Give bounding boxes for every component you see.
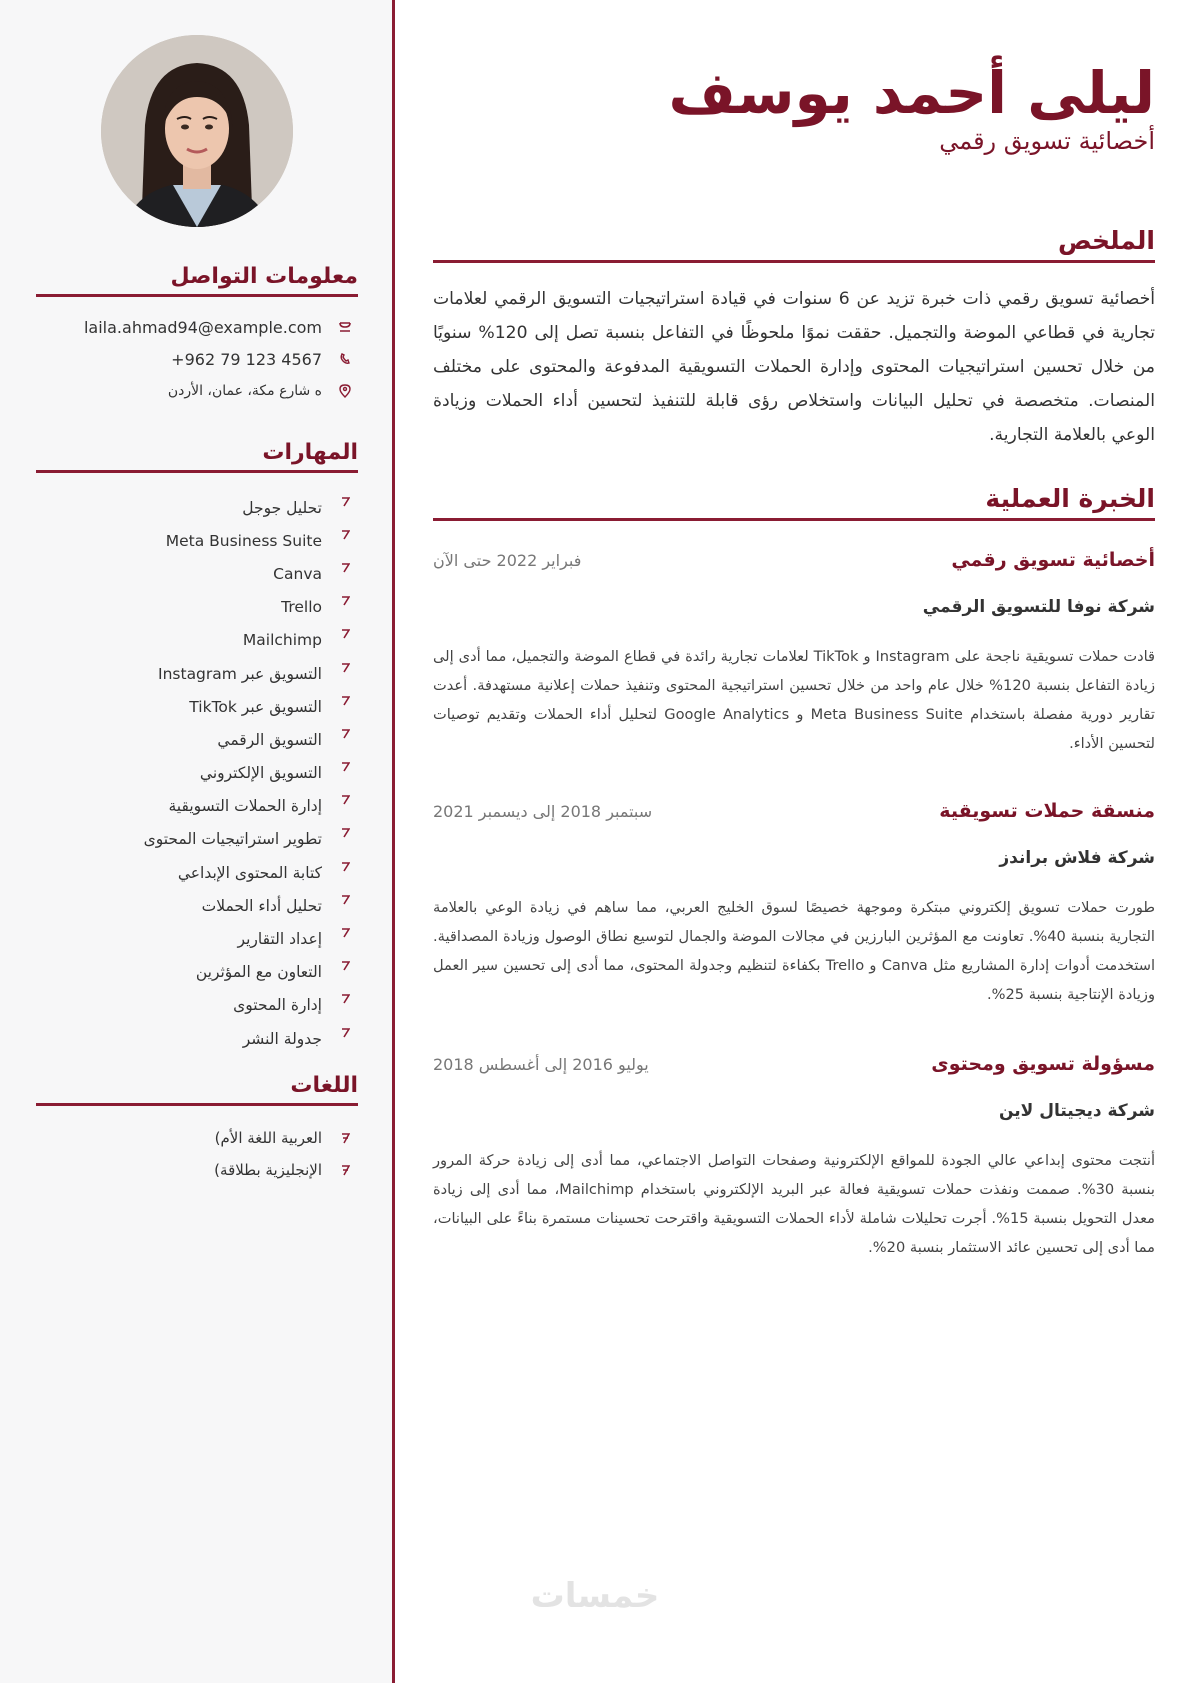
skill-item: [36, 524, 358, 557]
profile-photo-illustration: [101, 35, 293, 227]
skill-label: جدولة النشر: [242, 1029, 322, 1048]
email-icon: [332, 320, 358, 334]
job-description: أنتجت محتوى إبداعي عالي الجودة للمواقع الإلكترونية وصفحات التواصل الاجتماعي، مما أدى إلى زيادة حركة المرور بنسبة 30%. صممت ونفذت حملات تسويقية فعالة عبر البريد الإلكتروني باستخدام Mailchimp، مما أدى إلى زيادة معدل التحويل بنسبة 15%. أجرت تحليلات شاملة لأداء الحملات التسويقية واقترحت تحسينات مستمرة بناءً على البيانات، مما أدى إلى تحسين عائد الاستثمار بنسبة 20%.: [433, 1152, 1155, 1256]
language-item: [36, 1122, 358, 1154]
bullet-icon: [332, 530, 358, 552]
skill-item: [36, 856, 358, 889]
skill-item: [36, 657, 358, 690]
skill-label: Trello: [281, 598, 322, 617]
bullet-icon: [332, 729, 358, 751]
skill-label: التعاون مع المؤثرين: [195, 963, 322, 982]
skill-item: [36, 690, 358, 723]
summary-text: أخصائية تسويق رقمي ذات خبرة تزيد عن 6 سنوات في قيادة استراتيجيات التسويق الرقمي لعلامات تجارية في قطاعي الموضة والتجميل. حققت نموًا ملحوظًا في التفاعل بنسبة تصل إلى 120% سنويًا من خلال تحسين استراتيجيات المحتوى وإدارة الحملات التسويقية المدفوعة والمحتوى على مختلف المنصات. متخصصة في تحليل البيانات واستخلاص رؤى قابلة للتنفيذ لتحسين أداء الحملات وزيادة الوعي بالعلامة التجارية.: [433, 289, 1155, 445]
skill-label: Canva: [273, 564, 322, 583]
language-label: العربية اللغة الأم): [214, 1129, 322, 1147]
main-content: [433, 0, 1155, 1683]
skill-label: Meta Business Suite: [165, 531, 322, 550]
job-date: فبراير 2022 حتى الآن: [433, 551, 582, 570]
bullet-icon: [332, 961, 358, 983]
profile-photo: [101, 35, 293, 227]
contact-address: [36, 375, 358, 407]
job-description: قادت حملات تسويقية ناجحة على Instagram و TikTok لعلامات تجارية رائدة في قطاع الموضة والتجميل، مما أدى إلى زيادة التفاعل بنسبة 120% خلال عام واحد من خلال تحسين استراتيجية المحتوى وتنفيذ حملات إعلانية مستهدفة. أعدت تقارير دورية مفصلة باستخدام Meta Business Suite و Google Analytics لتحليل أداء الحملات وتقديم توصيات لتحسين الأداء.: [433, 648, 1156, 752]
skill-item: [36, 624, 358, 657]
skill-item: [36, 922, 358, 955]
bullet-icon: [332, 762, 358, 784]
bullet-icon: [332, 1133, 358, 1144]
job-description: طورت حملات تسويق إلكتروني مبتكرة وموجهة خصيصًا لسوق الخليج العربي، مما ساهم في زيادة الوعي بالعلامة التجارية بنسبة 40%. تعاونت مع المؤثرين البارزين في مجالات الموضة والجمال لتوسيع نطاق الوصول وزيادة المصداقية. استخدمت أدوات إدارة المشاريع مثل Canva و Trello بكفاءة لتنظيم وجدولة المحتوى، مما أدى إلى تحسين سير العمل وزيادة الإنتاجية بنسبة 25%.: [433, 899, 1156, 1003]
bullet-icon: [332, 828, 358, 850]
skill-item: [36, 1022, 358, 1055]
bullet-icon: [332, 1028, 358, 1050]
summary-heading: الملخص: [433, 224, 1155, 263]
bullet-icon: [332, 795, 358, 817]
contact-email: [36, 311, 358, 343]
candidate-name: ليلى أحمد يوسف: [668, 59, 1155, 127]
languages-list: [36, 1122, 358, 1186]
skill-item: [36, 591, 358, 624]
skill-item: [36, 557, 358, 590]
languages-heading: اللغات: [36, 1071, 358, 1106]
skills-list: [36, 491, 358, 1055]
bullet-icon: [332, 1165, 358, 1176]
job-company: شركة فلاش براندز: [999, 848, 1155, 868]
contact-phone-text[interactable]: +962 79 123 4567: [171, 349, 322, 369]
language-label: الإنجليزية بطلاقة): [214, 1161, 322, 1179]
bullet-icon: [332, 629, 358, 651]
skill-item: [36, 989, 358, 1022]
languages-section: [36, 1071, 358, 1186]
candidate-title: أخصائية تسويق رقمي: [939, 127, 1155, 155]
bullet-icon: [332, 862, 358, 884]
contact-list: [36, 311, 358, 407]
skill-item: [36, 956, 358, 989]
bullet-icon: [332, 928, 358, 950]
skill-label: التسويق عبر TikTok: [189, 697, 322, 716]
job-company: شركة ديجيتال لاين: [998, 1101, 1155, 1121]
phone-icon: [332, 352, 358, 366]
skill-label: تحليل أداء الحملات: [201, 896, 322, 915]
contact-address-text: ه شارع مكة، عمان، الأردن: [167, 383, 322, 399]
bullet-icon: [332, 663, 358, 685]
location-icon: [332, 384, 358, 398]
skill-label: تحليل جوجل: [242, 498, 322, 517]
skill-label: التسويق الإلكتروني: [199, 764, 322, 783]
skill-label: التسويق عبر Instagram: [158, 664, 322, 683]
skill-item: [36, 823, 358, 856]
contact-email-text[interactable]: laila.ahmad94@example.com: [83, 317, 322, 337]
experience-heading: الخبرة العملية: [433, 482, 1155, 521]
job-date: يوليو 2016 إلى أغسطس 2018: [433, 1055, 649, 1074]
bullet-icon: [332, 994, 358, 1016]
bullet-icon: [332, 563, 358, 585]
skill-label: إدارة الحملات التسويقية: [168, 797, 322, 816]
skill-label: Mailchimp: [242, 631, 322, 650]
skill-item: [36, 790, 358, 823]
bullet-icon: [332, 596, 358, 618]
skill-item: [36, 723, 358, 756]
skill-item: [36, 889, 358, 922]
language-item: [36, 1154, 358, 1186]
contact-section: [36, 262, 358, 407]
job-header: [433, 545, 1155, 576]
skills-heading: المهارات: [36, 438, 358, 473]
job-company: شركة نوفا للتسويق الرقمي: [922, 597, 1155, 617]
bullet-icon: [332, 497, 358, 519]
skill-label: إدارة المحتوى: [233, 996, 322, 1015]
skill-item: [36, 491, 358, 524]
job-entry: [433, 796, 1155, 1009]
bullet-icon: [332, 696, 358, 718]
skill-label: التسويق الرقمي: [217, 730, 322, 749]
contact-phone: [36, 343, 358, 375]
job-header: [433, 1049, 1155, 1080]
job-title: مسؤولة تسويق ومحتوى: [931, 1053, 1155, 1075]
job-header: [433, 796, 1155, 827]
sidebar: [0, 0, 395, 1683]
skill-label: إعداد التقارير: [237, 930, 322, 949]
job-title: أخصائية تسويق رقمي: [951, 549, 1155, 571]
job-date: سبتمبر 2018 إلى ديسمبر 2021: [433, 802, 653, 821]
skill-label: تطوير استراتيجيات المحتوى: [143, 830, 322, 849]
job-title: منسقة حملات تسويقية: [939, 800, 1155, 822]
watermark-logo: خمسات: [530, 1576, 660, 1616]
skills-section: [36, 438, 358, 1055]
job-entry: [433, 545, 1155, 758]
skill-label: كتابة المحتوى الإبداعي: [177, 863, 322, 882]
bullet-icon: [332, 895, 358, 917]
skill-item: [36, 757, 358, 790]
job-entry: [433, 1049, 1155, 1262]
contact-heading: معلومات التواصل: [36, 262, 358, 297]
